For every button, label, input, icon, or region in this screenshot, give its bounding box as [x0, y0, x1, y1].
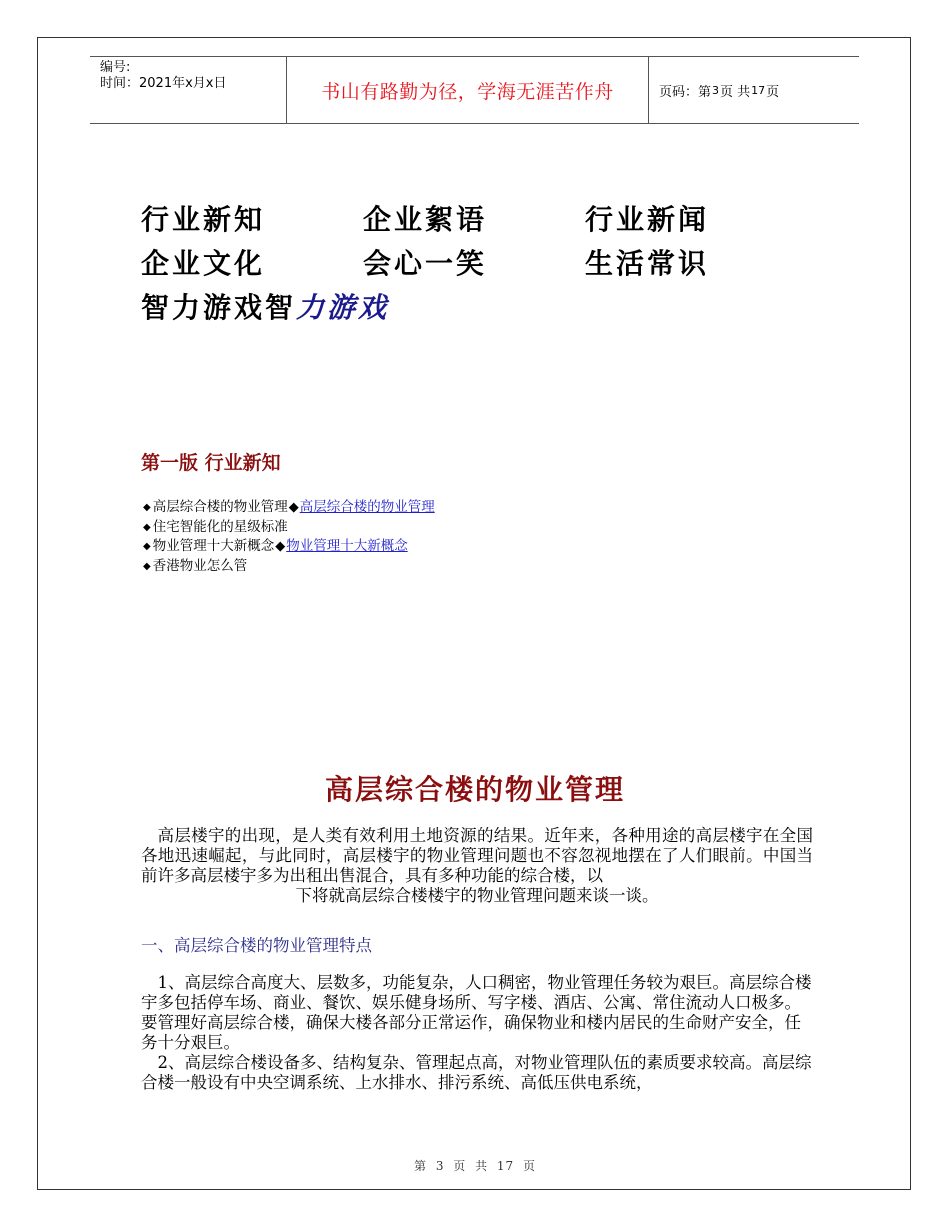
page-suffix: 页	[766, 84, 780, 100]
diamond-bullet-icon: ◆	[143, 541, 151, 552]
section-nav	[141, 198, 807, 330]
header-page-info	[649, 57, 859, 123]
diamond-bullet-icon: ◆	[288, 500, 299, 515]
toc-item-text: 住宅智能化的星级标准	[152, 518, 288, 535]
toc-item	[143, 498, 435, 518]
article-points	[141, 973, 813, 1093]
serial-label: 编号:	[100, 60, 131, 75]
point-1: 1、高层综合高度大、层数多，功能复杂，人口稠密，物业管理任务较为艰巨。高层综合楼宇多包括停车场、商业、餐饮、娱乐健身场所、写字楼、酒店、公寓、常住流动人口极多。要管理好高层综合楼，确保大楼各部分正常运作，确保物业和楼内居民的生命财产安全，任务十分艰巨。	[141, 973, 812, 1052]
nav-item-industry-news[interactable]: 行业新知	[141, 203, 266, 236]
diamond-bullet-icon: ◆	[143, 560, 151, 572]
nav-item-humor[interactable]: 会心一笑	[363, 247, 488, 280]
edition-title: 第一版 行业新知	[141, 452, 281, 474]
intro-main: 高层楼宇的出现，是人类有效利用土地资源的结果。近年来，各种用途的高层楼宇在全国各地迅速崛起，与此同时，高层楼宇的物业管理问题也不容忽视地摆在了人们眼前。中国当前许多高层楼宇多为出租出售混合，具有多种功能的综合楼，以	[141, 826, 813, 885]
document-header	[90, 56, 859, 124]
toc-item-text: 香港物业怎么管	[152, 557, 248, 574]
toc-link[interactable]: 物业管理十大新概念	[286, 538, 408, 554]
time-label: 时间：2021年x月x日	[100, 76, 227, 91]
nav-row-3	[141, 286, 807, 330]
toc-item	[143, 537, 435, 557]
article-title: 高层综合楼的物业管理	[324, 773, 625, 806]
page-current: 3	[712, 83, 720, 97]
nav-row-1	[141, 198, 807, 242]
page-footer: 第 3 页 共 17 页	[414, 1159, 536, 1173]
header-motto: 书山有路勤为径，学海无涯苦作舟	[286, 57, 649, 123]
diamond-bullet-icon: ◆	[143, 521, 151, 533]
nav-item-puzzle-games[interactable]	[141, 286, 389, 330]
page-total: 17	[751, 83, 766, 97]
diamond-bullet-icon: ◆	[275, 539, 286, 554]
toc-item-text: 物业管理十大新概念	[152, 538, 275, 554]
toc-item	[143, 557, 435, 577]
section-heading: 一、高层综合楼的物业管理特点	[141, 936, 372, 955]
table-of-contents	[143, 498, 435, 576]
nav-item-industry-headlines[interactable]: 行业新闻	[585, 203, 710, 236]
header-meta	[90, 57, 286, 123]
point-2: 2、高层综合楼设备多、结构复杂、管理起点高，对物业管理队伍的素质要求较高。高层综合楼一般设有中央空调系统、上水排水、排污系统、高低压供电系统，	[141, 1053, 812, 1092]
nav-item-life-tips[interactable]: 生活常识	[585, 247, 710, 280]
toc-link[interactable]: 高层综合楼的物业管理	[299, 499, 435, 515]
nav-puzzle-black: 智力游戏智	[141, 291, 297, 324]
page-mid: 页 共	[720, 84, 751, 100]
article-intro	[141, 826, 813, 906]
nav-item-company-talk[interactable]: 企业絮语	[363, 203, 488, 236]
diamond-bullet-icon: ◆	[143, 502, 151, 513]
page-prefix: 页码：第	[659, 84, 712, 100]
nav-item-corporate-culture[interactable]: 企业文化	[141, 247, 266, 280]
nav-puzzle-blue: 力游戏	[296, 291, 390, 324]
nav-row-2	[141, 242, 807, 286]
toc-item-text: 高层综合楼的物业管理	[152, 499, 288, 515]
intro-last-line: 下将就高层综合楼楼宇的物业管理问题来谈一谈。	[295, 886, 659, 905]
toc-item	[143, 518, 435, 538]
